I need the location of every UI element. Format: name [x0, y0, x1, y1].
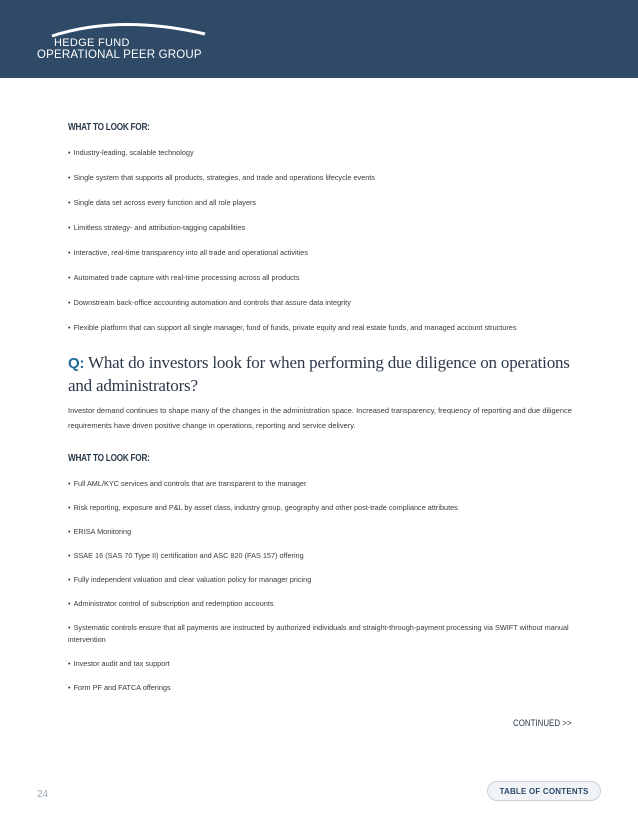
question-heading: [68, 352, 578, 397]
list-item: • Systematic controls ensure that all payments are instructed by authorized individuals and straight-through-payment processing via SWIFT without manual intervention: [68, 623, 569, 644]
list-item: • Downstream back-office accounting automation and controls that assure data integrity: [68, 298, 351, 307]
question-text: What do investors look for when performing due diligence on operations and administrators?: [68, 353, 570, 395]
header-banner: [0, 0, 638, 78]
list-item: • Investor audit and tax support: [68, 659, 170, 668]
section-heading-2: WHAT TO LOOK FOR:: [68, 453, 150, 464]
list-item: • Limitless strategy- and attribution-tagging capabilities: [68, 223, 246, 232]
list-item: • ERISA Monitoring: [68, 527, 132, 536]
list-item: • Single data set across every function and all role players: [68, 198, 257, 207]
list-item: • Single system that supports all products, strategies, and trade and operations lifecycle events: [68, 173, 375, 182]
page-number: 24: [37, 789, 49, 800]
list-item: • Full AML/KYC services and controls that are transparent to the manager: [68, 479, 307, 488]
logo-line1: HEDGE FUND: [54, 37, 130, 49]
list-item: • Form PF and FATCA offerings: [68, 683, 171, 692]
question-label: Q:: [68, 355, 85, 372]
continued-link[interactable]: CONTINUED >>: [513, 718, 572, 728]
section-heading-1: WHAT TO LOOK FOR:: [68, 122, 150, 133]
intro-paragraph: Investor demand continues to shape many of the changes in the administration space. Increased transparency, frequency of reporting and due diligence requirements have driven positive change in operations, reporting and service delivery.: [68, 406, 572, 430]
list-item: • SSAE 16 (SAS 70 Type II) certification and ASC 820 (FAS 157) offering: [68, 551, 304, 560]
list-item: • Automated trade capture with real-time processing across all products: [68, 273, 300, 282]
list-2: [68, 478, 578, 694]
list-1: [68, 147, 578, 334]
list-item: • Fully independent valuation and clear valuation policy for manager pricing: [68, 575, 312, 584]
logo-line2: OPERATIONAL PEER GROUP: [37, 49, 202, 61]
list-item: • Industry-leading, scalable technology: [68, 148, 194, 157]
list-item: • Administrator control of subscription and redemption accounts: [68, 599, 274, 608]
table-of-contents-button[interactable]: TABLE OF CONTENTS: [487, 781, 601, 801]
main-content: [68, 122, 578, 706]
list-item: • Interactive, real-time transparency into all trade and operational activities: [68, 248, 308, 257]
list-item: • Flexible platform that can support all single manager, fund of funds, private equity and real estate funds, and managed account structures: [68, 323, 517, 332]
list-item: • Risk reporting, exposure and P&L by asset class, industry group, geography and other post-trade compliance attributes: [68, 503, 458, 512]
